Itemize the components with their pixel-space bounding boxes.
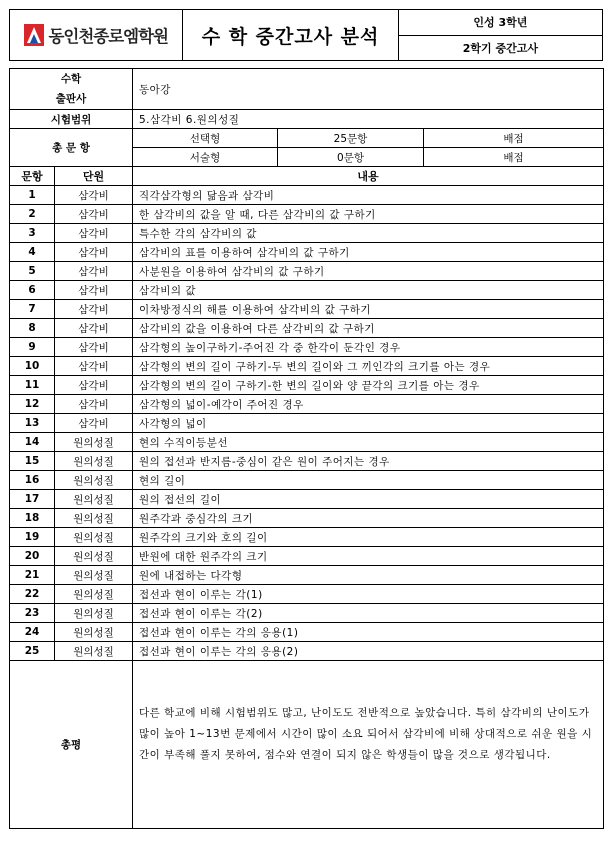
question-unit: 원의성질	[55, 623, 133, 642]
range-label: 시험범위	[10, 110, 133, 129]
question-unit: 삼각비	[55, 319, 133, 338]
question-number: 6	[10, 281, 55, 300]
type-choice: 선택형	[133, 129, 278, 148]
analysis-table	[9, 68, 604, 829]
count-choice: 25문항	[278, 129, 424, 148]
question-content: 원의 접선의 길이	[133, 490, 604, 509]
table-row	[10, 376, 604, 395]
question-unit: 삼각비	[55, 243, 133, 262]
table-row	[10, 528, 604, 547]
header-no: 문항	[10, 167, 55, 186]
question-content: 접선과 현이 이루는 각(1)	[133, 585, 604, 604]
question-unit: 삼각비	[55, 357, 133, 376]
type-essay: 서술형	[133, 148, 278, 167]
table-row	[10, 604, 604, 623]
logo-mark-icon	[24, 24, 44, 46]
question-content: 한 삼각비의 값을 알 때, 다른 삼각비의 값 구하기	[133, 205, 604, 224]
question-number: 16	[10, 471, 55, 490]
question-unit: 원의성질	[55, 452, 133, 471]
table-row	[10, 414, 604, 433]
table-row	[10, 566, 604, 585]
table-row	[10, 547, 604, 566]
question-unit: 원의성질	[55, 471, 133, 490]
question-content: 직각삼각형의 닮음과 삼각비	[133, 186, 604, 205]
question-content: 삼각비의 값을 이용하여 다른 삼각비의 값 구하기	[133, 319, 604, 338]
question-number: 9	[10, 338, 55, 357]
table-row	[10, 433, 604, 452]
question-unit: 삼각비	[55, 414, 133, 433]
academy-logo	[9, 9, 183, 61]
question-number: 2	[10, 205, 55, 224]
semester-exam: 2학기 중간고사	[462, 41, 538, 55]
table-row	[10, 281, 604, 300]
page-header	[9, 9, 603, 61]
question-number: 12	[10, 395, 55, 414]
question-number: 4	[10, 243, 55, 262]
count-essay: 0문항	[278, 148, 424, 167]
question-unit: 원의성질	[55, 528, 133, 547]
table-row	[10, 338, 604, 357]
table-row	[10, 243, 604, 262]
table-row	[10, 262, 604, 281]
question-number: 10	[10, 357, 55, 376]
table-row	[10, 395, 604, 414]
table-row	[10, 471, 604, 490]
question-unit: 원의성질	[55, 490, 133, 509]
question-content: 현의 길이	[133, 471, 604, 490]
question-number: 11	[10, 376, 55, 395]
review-cell	[133, 661, 604, 829]
question-unit: 원의성질	[55, 433, 133, 452]
question-number: 18	[10, 509, 55, 528]
question-unit: 삼각비	[55, 281, 133, 300]
exam-info-box	[398, 9, 603, 61]
question-content: 특수한 각의 삼각비의 값	[133, 224, 604, 243]
question-content: 현의 수직이등분선	[133, 433, 604, 452]
question-content: 원에 내접하는 다각형	[133, 566, 604, 585]
table-row	[10, 319, 604, 338]
review-text: 다른 학교에 비해 시험범위도 많고, 난이도도 전반적으로 높았습니다. 특히 삼각비의 난이도가 많이 높아 1~13번 문제에서 시간이 많이 소요 되어서 삼각비에 비해 상대적으로 쉬운 원을 시간이 부족해 풀지 못하여, 점수와 연결이 되지 않은 학생들이 많을 것으로 생각됩니다.	[139, 707, 593, 761]
question-unit: 삼각비	[55, 338, 133, 357]
review-row	[10, 661, 604, 829]
table-row	[10, 300, 604, 319]
question-content: 원주각과 중심각의 크기	[133, 509, 604, 528]
question-unit: 삼각비	[55, 395, 133, 414]
question-unit: 원의성질	[55, 547, 133, 566]
question-unit: 삼각비	[55, 262, 133, 281]
question-content: 삼각비의 표를 이용하여 삼각비의 값 구하기	[133, 243, 604, 262]
question-number: 15	[10, 452, 55, 471]
table-row	[10, 205, 604, 224]
school-grade: 인성 3학년	[399, 10, 602, 36]
question-content: 사각형의 넓이	[133, 414, 604, 433]
question-number: 19	[10, 528, 55, 547]
question-content: 접선과 현이 이루는 각의 응용(2)	[133, 642, 604, 661]
question-number: 5	[10, 262, 55, 281]
question-content: 사분원을 이용하여 삼각비의 값 구하기	[133, 262, 604, 281]
question-unit: 삼각비	[55, 186, 133, 205]
question-unit: 삼각비	[55, 376, 133, 395]
question-unit: 원의성질	[55, 585, 133, 604]
question-number: 22	[10, 585, 55, 604]
question-unit: 원의성질	[55, 604, 133, 623]
question-unit: 삼각비	[55, 224, 133, 243]
question-number: 1	[10, 186, 55, 205]
question-unit: 원의성질	[55, 642, 133, 661]
subject-publisher-label	[10, 69, 133, 110]
question-unit: 삼각비	[55, 300, 133, 319]
table-header-row	[10, 167, 604, 186]
table-row	[10, 224, 604, 243]
question-number: 25	[10, 642, 55, 661]
question-content: 접선과 현이 이루는 각의 응용(1)	[133, 623, 604, 642]
table-row	[10, 642, 604, 661]
score-label-choice: 배점	[424, 129, 604, 148]
question-number: 14	[10, 433, 55, 452]
range-value: 5.삼각비 6.원의성질	[133, 110, 604, 129]
logo-text: 동인천종로엠학원	[48, 27, 168, 46]
question-content: 접선과 현이 이루는 각(2)	[133, 604, 604, 623]
table-row	[10, 585, 604, 604]
table-row	[10, 186, 604, 205]
publisher-value: 동아강	[133, 69, 604, 110]
question-content: 삼각형의 변의 길이 구하기-한 변의 길이와 양 끝각의 크기를 아는 경우	[133, 376, 604, 395]
question-unit: 삼각비	[55, 205, 133, 224]
page-title: 수 학 중간고사 분석	[183, 9, 397, 61]
question-content: 이차방정식의 해를 이용하여 삼각비의 값 구하기	[133, 300, 604, 319]
question-number: 21	[10, 566, 55, 585]
question-number: 23	[10, 604, 55, 623]
question-content: 삼각형의 변의 길이 구하기-두 변의 길이와 그 끼인각의 크기를 아는 경우	[133, 357, 604, 376]
question-unit: 원의성질	[55, 566, 133, 585]
question-content: 삼각형의 높이구하기-주어진 각 중 한각이 둔각인 경우	[133, 338, 604, 357]
question-content: 원의 접선과 반지름-중심이 같은 원이 주어지는 경우	[133, 452, 604, 471]
question-content: 원주각의 크기와 호의 길이	[133, 528, 604, 547]
publisher-label: 출판사	[55, 93, 87, 105]
header-content: 내용	[133, 167, 604, 186]
question-number: 20	[10, 547, 55, 566]
question-number: 3	[10, 224, 55, 243]
table-row	[10, 357, 604, 376]
total-label: 총 문 항	[10, 129, 133, 167]
review-label: 총평	[10, 661, 133, 829]
question-number: 8	[10, 319, 55, 338]
question-number: 7	[10, 300, 55, 319]
score-label-essay: 배점	[424, 148, 604, 167]
question-number: 24	[10, 623, 55, 642]
question-unit: 원의성질	[55, 509, 133, 528]
table-row	[10, 623, 604, 642]
header-unit: 단원	[55, 167, 133, 186]
question-content: 삼각비의 값	[133, 281, 604, 300]
table-row	[10, 490, 604, 509]
subject-label: 수학	[60, 73, 82, 85]
question-number: 13	[10, 414, 55, 433]
table-row	[10, 509, 604, 528]
question-content: 반원에 대한 원주각의 크기	[133, 547, 604, 566]
question-content: 삼각형의 넓이-예각이 주어진 경우	[133, 395, 604, 414]
question-number: 17	[10, 490, 55, 509]
table-row	[10, 452, 604, 471]
